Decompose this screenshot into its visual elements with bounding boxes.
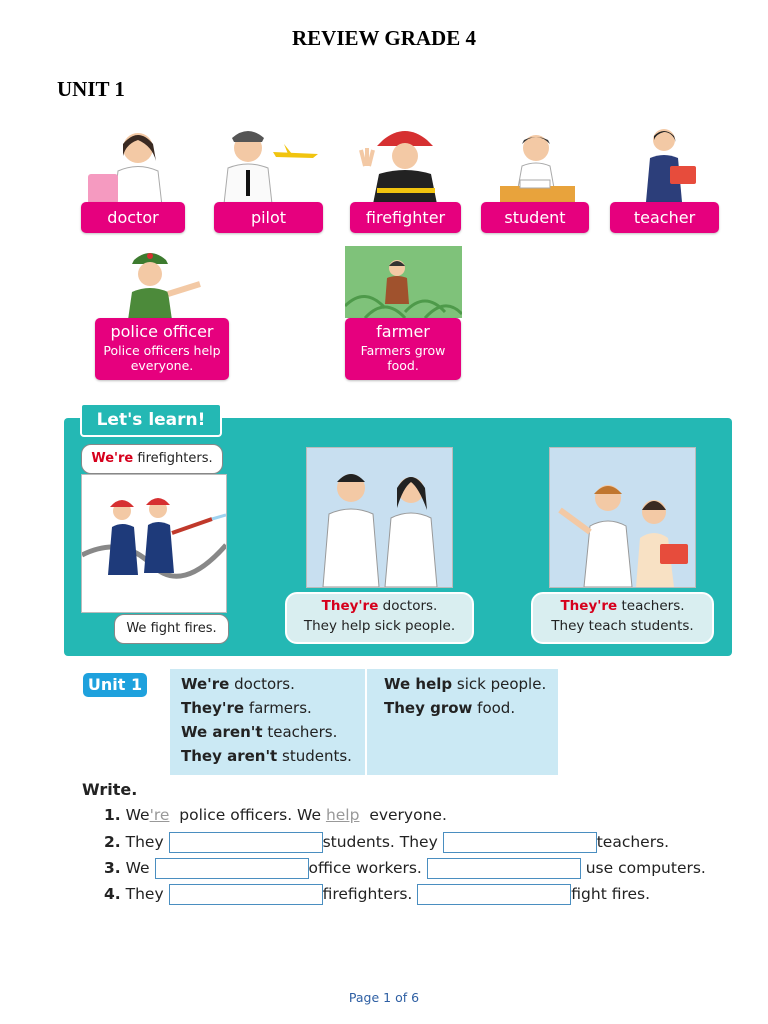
firefighter-illustration [355, 124, 455, 204]
write-line-2: 2. They students. They teachers. [104, 833, 670, 851]
answer-1b: help [325, 806, 360, 824]
write-line-4: 4. They firefighters. fight fires. [104, 885, 651, 903]
grammar-line: They're farmers. [181, 699, 312, 717]
unit-heading: UNIT 1 [57, 77, 125, 101]
farmer-label: farmer Farmers grow food. [345, 318, 461, 380]
farmer-illustration [345, 246, 462, 318]
speech-bubble-fight-fires: We fight fires. [114, 614, 229, 644]
answer-box[interactable] [169, 884, 323, 905]
police-officer-illustration [120, 244, 210, 320]
caption-doctors: They're doctors. They help sick people. [285, 592, 474, 644]
caption-teachers: They're teachers. They teach students. [531, 592, 714, 644]
grammar-divider [365, 669, 367, 775]
pilot-illustration [218, 124, 323, 204]
write-heading: Write. [82, 780, 138, 799]
write-line-3: 3. We office workers. use computers. [104, 859, 706, 877]
firefighters-picture [81, 474, 227, 613]
doctor-label: doctor [81, 202, 185, 233]
teachers-picture [549, 447, 696, 588]
grammar-line: They aren't students. [181, 747, 352, 765]
teacher-illustration [632, 124, 702, 204]
doctor-illustration [86, 126, 181, 206]
page-title: REVIEW GRADE 4 [292, 26, 476, 50]
doctors-picture [306, 447, 453, 588]
page-footer: Page 1 of 6 [348, 990, 420, 1005]
teacher-label: teacher [610, 202, 719, 233]
answer-box[interactable] [417, 884, 571, 905]
write-line-1: 1. We're police officers. We help everyone. [104, 806, 447, 824]
unit-badge: Unit 1 [83, 673, 147, 697]
speech-bubble-firefighters: We're firefighters. [81, 444, 223, 474]
student-illustration [500, 128, 575, 202]
grammar-line: We help sick people. [384, 675, 547, 693]
grammar-line: They grow food. [384, 699, 516, 717]
grammar-line: We aren't teachers. [181, 723, 338, 741]
firefighter-label: firefighter [350, 202, 461, 233]
answer-box[interactable] [155, 858, 309, 879]
student-label: student [481, 202, 589, 233]
answer-box[interactable] [169, 832, 323, 853]
police-officer-label: police officer Police officers help everyone. [95, 318, 229, 380]
answer-1a: 're [149, 806, 170, 824]
grammar-line: We're doctors. [181, 675, 295, 693]
answer-box[interactable] [443, 832, 597, 853]
lets-learn-heading: Let's learn! [80, 403, 222, 437]
answer-box[interactable] [427, 858, 581, 879]
pilot-label: pilot [214, 202, 323, 233]
